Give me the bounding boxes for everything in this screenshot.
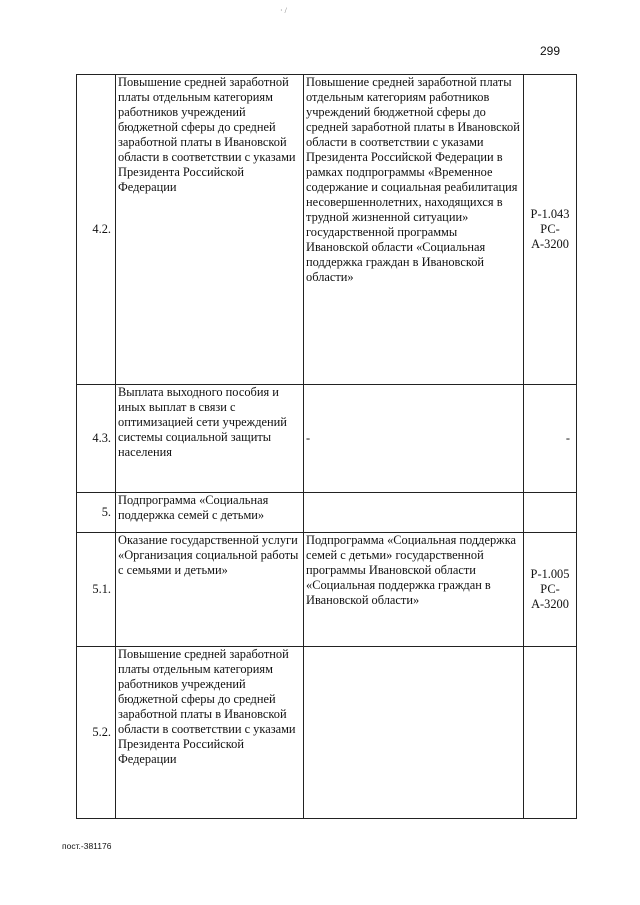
row-name: Выплата выходного пособия и иных выплат в связи с оптимизацией сети учреждений системы социальной защиты населения xyxy=(116,385,304,493)
row-code xyxy=(524,493,577,533)
row-name: Оказание государственной услуги «Организация социальной работы с семьями и детьми» xyxy=(116,533,304,647)
row-code: Р-1.043 РС-А-3200 xyxy=(524,75,577,385)
page-number: 299 xyxy=(540,44,561,58)
row-name: Повышение средней заработной платы отдельным категориям работников учреждений бюджетной сферы до средней заработной платы в Ивановской области в соответствии с указами Президента Российской Федерации xyxy=(116,75,304,385)
row-code: Р-1.005 РС-А-3200 xyxy=(524,533,577,647)
row-number: 5. xyxy=(77,493,116,533)
table-row-4-3 xyxy=(77,385,577,493)
document-reference: пост.-381176 xyxy=(62,841,112,851)
table-row-4-2 xyxy=(77,75,577,385)
row-name: Подпрограмма «Социальная поддержка семей с детьми» xyxy=(116,493,304,533)
row-program xyxy=(304,493,524,533)
row-program: Подпрограмма «Социальная поддержка семей с детьми» государственной программы Ивановской области «Социальная поддержка граждан в Ивановской области» xyxy=(304,533,524,647)
row-number: 4.2. xyxy=(77,75,116,385)
row-program: Повышение средней заработной платы отдельным категориям работников учреждений бюджетной сферы до средней заработной платы в Ивановской области в соответствии с указами Президента Российской Федерации в рамках подпрограммы «Временное содержание и социальная реабилитация несовершеннолетних, находящихся в трудной жизненной ситуации» государственной программы Ивановской области «Социальная поддержка граждан в Ивановской области» xyxy=(304,75,524,385)
scan-mark: · / xyxy=(280,6,287,15)
row-number: 4.3. xyxy=(77,385,116,493)
row-number: 5.1. xyxy=(77,533,116,647)
table-row-5-1 xyxy=(77,533,577,647)
document-table xyxy=(76,74,577,819)
row-code: - xyxy=(524,385,577,493)
table-row-5 xyxy=(77,493,577,533)
row-name: Повышение средней заработной платы отдельным категориям работников учреждений бюджетной сферы до средней заработной платы в Ивановской области в соответствии с указами Президента Российской Федерации xyxy=(116,647,304,819)
row-program xyxy=(304,647,524,819)
table-row-5-2 xyxy=(77,647,577,819)
row-number: 5.2. xyxy=(77,647,116,819)
row-program: - xyxy=(304,385,524,493)
row-code xyxy=(524,647,577,819)
